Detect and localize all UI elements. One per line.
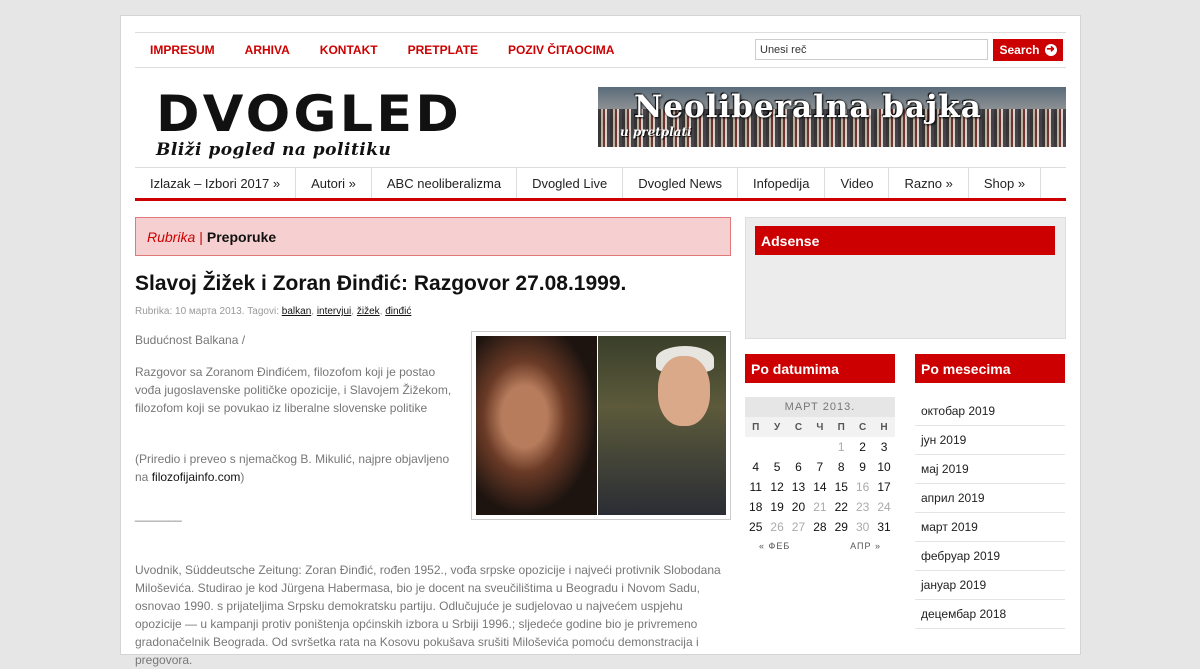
post-meta-prefix: Rubrika: 10 марта 2013. Tagovi: — [135, 306, 279, 317]
topnav-impresum[interactable]: IMPRESUM — [150, 43, 215, 57]
calendar-day[interactable]: 17 — [877, 480, 891, 494]
post-paragraph — [135, 450, 455, 486]
logo-title: DVOGLED — [156, 85, 462, 143]
calendar-week — [745, 437, 895, 457]
post-paragraph: Razgovor sa Zoranom Đinđićem, filozofom koji je postao vođa jugoslavenske političke opozicije, i Slavojem Žižekom, filozofom koji se povukao iz liberalne slovenske politike — [135, 365, 452, 415]
calendar-day[interactable]: 9 — [859, 460, 866, 474]
calendar-day[interactable]: 18 — [749, 500, 763, 514]
calendar-weekday: П — [837, 421, 845, 433]
logo-subtitle: Bliži pogled na politiku — [156, 140, 392, 160]
topnav-kontakt[interactable]: KONTAKT — [319, 43, 378, 57]
archive-month-link[interactable]: децембар 2018 — [915, 600, 1065, 629]
calendar-next-link[interactable]: АПР » — [850, 541, 881, 551]
post-text: (Priredio i preveo s njemačkog B. Mikulić, najpre objavljeno na — [135, 452, 450, 484]
category-banner — [135, 217, 731, 256]
tag-link[interactable]: đinđić — [385, 306, 412, 317]
search-input[interactable] — [755, 39, 988, 60]
calendar-day: 1 — [837, 440, 845, 454]
post-title[interactable]: Slavoj Žižek i Zoran Đinđić: Razgovor 27.08.1999. — [135, 272, 627, 295]
post-image[interactable] — [471, 331, 731, 520]
calendar-day[interactable]: 4 — [752, 460, 760, 474]
post-text: ) — [240, 470, 245, 484]
nav-item-video[interactable]: Video — [825, 168, 889, 198]
archive-month-link[interactable]: март 2019 — [915, 513, 1065, 542]
calendar-day[interactable]: 8 — [837, 460, 845, 474]
calendar-weekday: С — [859, 421, 867, 433]
topnav-pretplate[interactable]: PRETPLATE — [407, 43, 479, 57]
post-meta: Rubrika: 10 марта 2013. Tagovi: balkan, intervjui, žižek, đinđić — [135, 306, 412, 317]
calendar-day[interactable]: 22 — [834, 500, 848, 514]
calendar-day[interactable]: 3 — [880, 440, 888, 454]
post-photo — [476, 336, 726, 515]
photo-left-portrait — [476, 336, 597, 515]
calendar-day[interactable]: 7 — [816, 460, 824, 474]
calendar-day: 16 — [855, 480, 870, 494]
calendar-day[interactable]: 11 — [749, 480, 762, 494]
archive-month-list — [915, 397, 1065, 629]
calendar-days — [745, 437, 895, 537]
calendar-widget — [745, 397, 895, 551]
archive-month-link[interactable]: април 2019 — [915, 484, 1065, 513]
calendar-day[interactable]: 29 — [834, 520, 848, 534]
calendar-week — [745, 517, 895, 537]
by-date-heading: Po datumima — [745, 354, 895, 383]
archive-month-link[interactable]: мај 2019 — [915, 455, 1065, 484]
top-nav — [150, 43, 614, 57]
calendar-day: 30 — [855, 520, 870, 534]
banner-ad[interactable] — [598, 87, 1066, 147]
topnav-poziv-citaocima[interactable]: POZIV ČITAOCIMA — [508, 43, 615, 57]
post-paragraph: Budućnost Balkana / — [135, 333, 246, 347]
calendar-day[interactable]: 10 — [877, 460, 891, 474]
calendar-week — [745, 497, 895, 517]
calendar-day[interactable]: 31 — [877, 520, 891, 534]
tag-link[interactable]: balkan — [281, 306, 312, 317]
site-logo[interactable] — [156, 85, 462, 160]
calendar-prev-link[interactable]: « ФЕБ — [759, 541, 791, 551]
topnav-arhiva[interactable]: ARHIVA — [244, 43, 290, 57]
calendar-weekday: П — [752, 421, 760, 433]
source-link[interactable]: filozofijainfo.com — [151, 470, 241, 484]
calendar-day[interactable]: 14 — [813, 480, 827, 494]
calendar-day[interactable]: 28 — [813, 520, 827, 534]
calendar-day: 27 — [791, 520, 806, 534]
post-paragraph: Uvodnik, Süddeutsche Zeitung: Zoran Đinđić, rođen 1952., vođa srpske opozicije i najveći protivnik Slobodana Miloševića. Studirao je kod Jürgena Habermasa, bio je docent na sveučilištima u Beogradu i Novom Sadu, osnovao 1990. s prijateljima Srpsku demokratsku partiju. Odlučujuće je sudjelovao u najvećem uspjehu opozicije — u kampanji protiv poništenja općinskih izbora u Srbiji 1996.; sljedeće godine bio je privremeno gradonačelnik Beograda. Od svršetka rata na Kosovu pokušava srušiti Miloševića pomoću demonstracija i pregovora. — [135, 563, 721, 667]
calendar-weekday: У — [773, 421, 781, 433]
calendar-weekday: Н — [880, 421, 888, 433]
nav-item-dvogled-news[interactable]: Dvogled News — [623, 168, 738, 198]
adsense-heading: Adsense — [755, 226, 1055, 255]
nav-item-razno[interactable]: Razno » — [889, 168, 968, 198]
archive-month-link[interactable]: фебруар 2019 — [915, 542, 1065, 571]
calendar-day[interactable]: 20 — [791, 500, 806, 514]
tag-link[interactable]: žižek — [356, 306, 380, 317]
banner-title: Neoliberalna bajka — [634, 89, 982, 125]
calendar-week — [745, 477, 895, 497]
archive-month-link[interactable]: октобар 2019 — [915, 397, 1065, 426]
calendar-day[interactable]: 25 — [749, 520, 763, 534]
photo-right-portrait — [598, 336, 726, 515]
search-button[interactable] — [993, 39, 1063, 61]
calendar-day[interactable]: 19 — [770, 500, 784, 514]
calendar-caption: МАРТ 2013. — [745, 397, 895, 417]
nav-item-izlazak[interactable]: Izlazak – Izbori 2017 » — [135, 168, 296, 198]
category-separator: | — [199, 228, 203, 245]
page-container — [120, 15, 1081, 667]
calendar-weekday: С — [794, 421, 803, 433]
category-value: Preporuke — [206, 228, 277, 245]
tag-link[interactable]: intervjui — [316, 306, 352, 317]
nav-item-infopedija[interactable]: Infopedija — [738, 168, 825, 198]
nav-item-abc[interactable]: ABC neoliberalizma — [372, 168, 517, 198]
calendar-weekday: Ч — [816, 421, 824, 433]
calendar-day[interactable]: 12 — [770, 480, 784, 494]
calendar-nav — [745, 537, 895, 551]
calendar-week — [745, 457, 895, 477]
post-divider: _______ — [135, 508, 182, 522]
calendar-day: 23 — [855, 500, 870, 514]
search-button-label: Search — [999, 43, 1040, 57]
main-nav — [135, 167, 1066, 201]
calendar-day[interactable]: 13 — [791, 480, 806, 494]
calendar-day[interactable]: 15 — [834, 480, 848, 494]
calendar-day: 26 — [770, 520, 784, 534]
calendar-weekdays — [745, 417, 895, 437]
category-label: Rubrika — [147, 228, 196, 245]
top-bar — [135, 32, 1066, 68]
by-month-heading: Po mesecima — [915, 354, 1065, 383]
banner-subtitle: u pretplati — [620, 125, 692, 139]
calendar-day[interactable]: 5 — [773, 460, 781, 474]
arrow-right-icon: ➜ — [1046, 44, 1055, 55]
photo-face-shape — [658, 356, 710, 426]
calendar-day: 24 — [877, 500, 891, 514]
nav-item-autori[interactable]: Autori » — [296, 168, 372, 198]
calendar-day[interactable]: 6 — [795, 460, 802, 474]
nav-item-shop[interactable]: Shop » — [969, 168, 1041, 198]
nav-item-dvogled-live[interactable]: Dvogled Live — [517, 168, 623, 198]
archive-month-link[interactable]: јун 2019 — [915, 426, 1065, 455]
calendar-day[interactable]: 2 — [859, 440, 866, 454]
calendar-day: 21 — [813, 500, 827, 514]
archive-month-link[interactable]: јануар 2019 — [915, 571, 1065, 600]
